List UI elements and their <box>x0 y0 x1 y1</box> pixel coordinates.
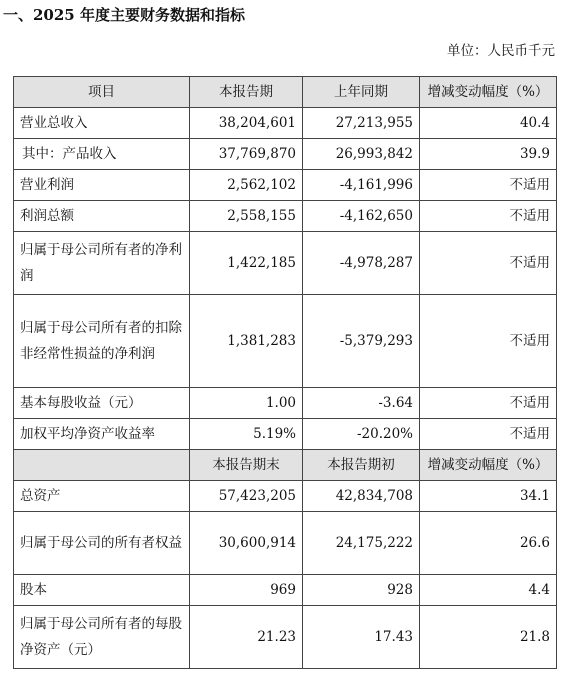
row-label: 归属于母公司所有者的每股净资产（元） <box>14 606 190 669</box>
row-prior: -20.20% <box>303 419 420 450</box>
financial-data-table <box>13 76 557 669</box>
table-row <box>14 481 557 512</box>
table-row <box>14 606 557 669</box>
table-subheader-row <box>14 450 557 481</box>
row-label: 归属于母公司所有者的净利润 <box>14 232 190 295</box>
row-current: 37,769,870 <box>190 139 303 170</box>
row-current: 969 <box>190 575 303 606</box>
table-row <box>14 201 557 232</box>
section-title: 一、2025 年度主要财务数据和指标 <box>3 6 245 24</box>
subheader-cell-period-start: 本报告期初 <box>303 450 420 481</box>
row-change: 不适用 <box>420 295 557 388</box>
table-row <box>14 388 557 419</box>
row-prior: 928 <box>303 575 420 606</box>
header-cell-current: 本报告期 <box>190 77 303 108</box>
table-header-row <box>14 77 557 108</box>
row-current: 38,204,601 <box>190 108 303 139</box>
row-label: 归属于母公司的所有者权益 <box>14 512 190 575</box>
row-label: 利润总额 <box>14 201 190 232</box>
row-change: 不适用 <box>420 419 557 450</box>
row-prior: 26,993,842 <box>303 139 420 170</box>
table-row <box>14 139 557 170</box>
row-change: 39.9 <box>420 139 557 170</box>
row-prior: -4,162,650 <box>303 201 420 232</box>
table-row <box>14 170 557 201</box>
row-label: 营业利润 <box>14 170 190 201</box>
row-change: 不适用 <box>420 388 557 419</box>
row-current: 57,423,205 <box>190 481 303 512</box>
row-label: 总资产 <box>14 481 190 512</box>
header-cell-item: 项目 <box>14 77 190 108</box>
row-current: 30,600,914 <box>190 512 303 575</box>
row-label: 营业总收入 <box>14 108 190 139</box>
table-row <box>14 575 557 606</box>
header-cell-prior: 上年同期 <box>303 77 420 108</box>
header-cell-change: 增减变动幅度（%） <box>420 77 557 108</box>
row-change: 21.8 <box>420 606 557 669</box>
row-label: 基本每股收益（元） <box>14 388 190 419</box>
row-prior: -3.64 <box>303 388 420 419</box>
row-prior: 27,213,955 <box>303 108 420 139</box>
table-row <box>14 295 557 388</box>
row-change: 26.6 <box>420 512 557 575</box>
row-current: 2,562,102 <box>190 170 303 201</box>
row-current: 1,422,185 <box>190 232 303 295</box>
row-prior: -4,161,996 <box>303 170 420 201</box>
unit-note: 单位：人民币千元 <box>447 43 555 59</box>
row-label: 股本 <box>14 575 190 606</box>
subheader-cell-empty <box>14 450 190 481</box>
subheader-cell-change: 增减变动幅度（%） <box>420 450 557 481</box>
row-prior: -5,379,293 <box>303 295 420 388</box>
subheader-cell-period-end: 本报告期末 <box>190 450 303 481</box>
row-label: 归属于母公司所有者的扣除非经常性损益的净利润 <box>14 295 190 388</box>
row-change: 40.4 <box>420 108 557 139</box>
row-current: 1.00 <box>190 388 303 419</box>
row-change: 不适用 <box>420 232 557 295</box>
row-prior: 24,175,222 <box>303 512 420 575</box>
row-label: 加权平均净资产收益率 <box>14 419 190 450</box>
row-label: 其中：产品收入 <box>14 139 190 170</box>
row-current: 2,558,155 <box>190 201 303 232</box>
row-current: 5.19% <box>190 419 303 450</box>
row-current: 1,381,283 <box>190 295 303 388</box>
row-change: 4.4 <box>420 575 557 606</box>
table-row <box>14 512 557 575</box>
row-current: 21.23 <box>190 606 303 669</box>
row-change: 不适用 <box>420 201 557 232</box>
row-change: 不适用 <box>420 170 557 201</box>
table-row <box>14 419 557 450</box>
row-prior: -4,978,287 <box>303 232 420 295</box>
table-row <box>14 108 557 139</box>
table-row <box>14 232 557 295</box>
row-change: 34.1 <box>420 481 557 512</box>
row-prior: 42,834,708 <box>303 481 420 512</box>
row-prior: 17.43 <box>303 606 420 669</box>
